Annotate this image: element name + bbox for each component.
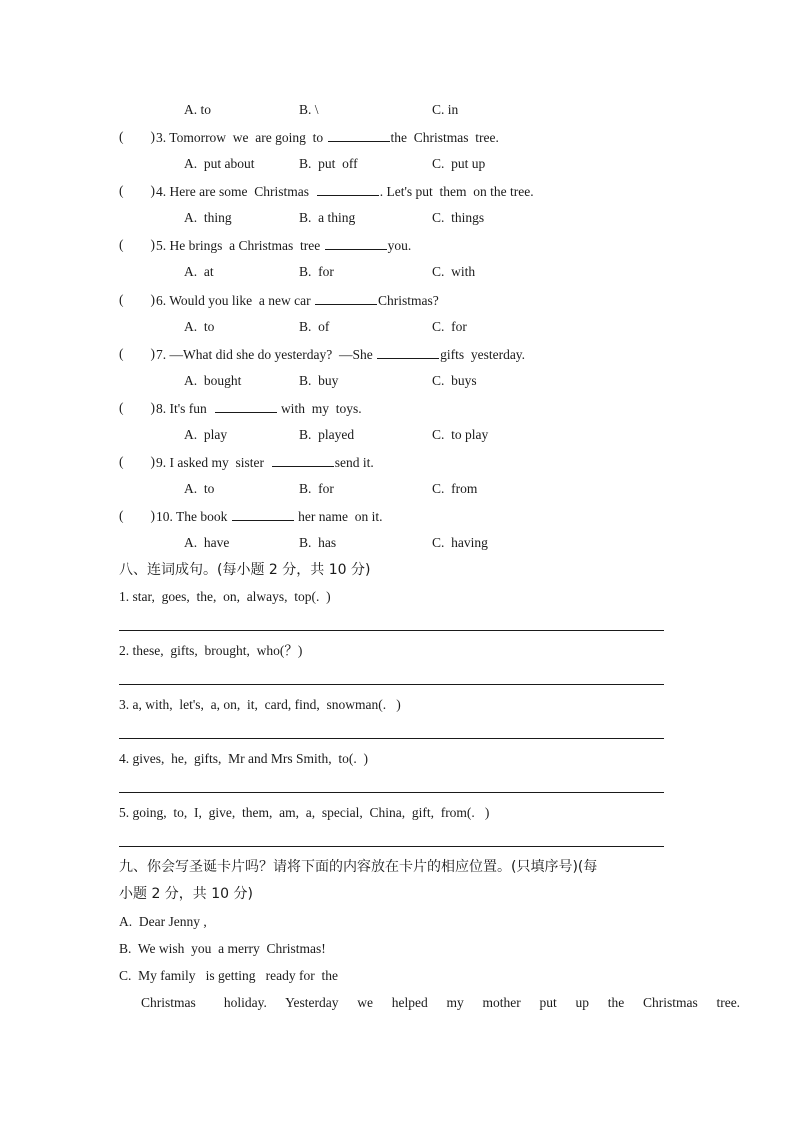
section-8-heading: 八、连词成句。(每小题 2 分，共 10 分): [119, 562, 371, 578]
option-c: C. from: [432, 481, 478, 496]
question-text-after: with my toys.: [277, 401, 362, 416]
answer-blank: [317, 182, 379, 196]
question-text-before: Here are some Christmas: [169, 184, 316, 199]
question-number: 5.: [156, 238, 167, 253]
answer-paren: ( ): [119, 183, 155, 198]
question-8: [156, 399, 362, 418]
reorder-item-5: 5. going, to, I, give, them, am, a, special, China, gift, from(. ): [119, 805, 490, 820]
question-9: [156, 453, 374, 472]
question-3: [156, 128, 499, 147]
question-text-before: It's fun: [169, 401, 214, 416]
answer-paren: ( ): [119, 346, 155, 361]
answer-blank: [377, 345, 439, 359]
option-c: C. buys: [432, 373, 477, 388]
question-number: 7.: [156, 347, 167, 362]
option-c: C. having: [432, 535, 488, 550]
question-number: 3.: [156, 130, 167, 145]
card-option-b: B. We wish you a merry Christmas!: [119, 941, 326, 956]
question-text-before: I asked my sister: [169, 455, 271, 470]
answer-line: [119, 684, 664, 685]
option-b: B. for: [299, 264, 334, 279]
option-c: C. in: [432, 102, 459, 117]
answer-paren: ( ): [119, 454, 155, 469]
option-b: B. buy: [299, 373, 339, 388]
question-text-before: He brings a Christmas tree: [169, 238, 324, 253]
question-number: 6.: [156, 293, 167, 308]
question-number: 8.: [156, 401, 167, 416]
option-c: C. things: [432, 210, 485, 225]
question-7: [156, 345, 525, 364]
question-text-after: gifts yesterday.: [440, 347, 526, 362]
option-b: B. of: [299, 319, 330, 334]
option-a: A. bought: [184, 373, 242, 388]
option-c: C. put up: [432, 156, 486, 171]
card-option-c-cont: Christmas holiday. Yesterday we helped my mother put up the Christmas tree.: [141, 995, 741, 1010]
question-text-after: you.: [387, 238, 412, 253]
answer-blank: [328, 128, 390, 142]
option-b: B. played: [299, 427, 355, 442]
option-a: A. to: [184, 319, 215, 334]
question-10: [156, 507, 383, 526]
option-b: B. put off: [299, 156, 358, 171]
answer-blank: [272, 453, 334, 467]
reorder-item-3: 3. a, with, let's, a, on, it, card, find, snowman(. ): [119, 697, 401, 712]
option-a: A. to: [184, 481, 215, 496]
reorder-item-4: 4. gives, he, gifts, Mr and Mrs Smith, to(. ): [119, 751, 368, 766]
answer-line: [119, 630, 664, 631]
question-text-before: The book: [176, 509, 231, 524]
option-a: A. put about: [184, 156, 255, 171]
answer-blank: [325, 236, 387, 250]
answer-paren: ( ): [119, 129, 155, 144]
answer-line: [119, 846, 664, 847]
answer-paren: ( ): [119, 237, 155, 252]
answer-blank: [232, 507, 294, 521]
option-a: A. thing: [184, 210, 232, 225]
question-text-after: . Let's put them on the tree.: [379, 184, 534, 199]
answer-paren: ( ): [119, 400, 155, 415]
option-a: A. play: [184, 427, 228, 442]
answer-line: [119, 738, 664, 739]
option-a: A. to: [184, 102, 211, 117]
option-c: C. to play: [432, 427, 489, 442]
question-text-before: Tomorrow we are going to: [169, 130, 327, 145]
question-6: [156, 291, 439, 310]
question-text-after: her name on it.: [294, 509, 383, 524]
option-b: B. \: [299, 102, 319, 117]
question-number: 9.: [156, 455, 167, 470]
question-5: [156, 236, 411, 255]
option-b: B. has: [299, 535, 337, 550]
section-9-heading-cont: 小题 2 分，共 10 分): [119, 886, 253, 902]
question-text-before: —What did she do yesterday? —She: [169, 347, 377, 362]
question-text-after: the Christmas tree.: [390, 130, 499, 145]
question-text-after: send it.: [334, 455, 374, 470]
answer-paren: ( ): [119, 292, 155, 307]
option-c: C. with: [432, 264, 476, 279]
reorder-item-2: 2. these, gifts, brought, who(？): [119, 643, 303, 658]
card-option-c: C. My family is getting ready for the: [119, 968, 338, 983]
question-4: [156, 182, 534, 201]
answer-paren: ( ): [119, 508, 155, 523]
option-a: A. at: [184, 264, 214, 279]
card-option-a: A. Dear Jenny ,: [119, 914, 207, 929]
answer-blank: [215, 399, 277, 413]
question-number: 4.: [156, 184, 167, 199]
reorder-item-1: 1. star, goes, the, on, always, top(. ): [119, 589, 331, 604]
option-c: C. for: [432, 319, 467, 334]
question-number: 10.: [156, 509, 173, 524]
answer-line: [119, 792, 664, 793]
option-b: B. for: [299, 481, 334, 496]
section-9-heading: 九、你会写圣诞卡片吗？请将下面的内容放在卡片的相应位置。(只填序号)(每: [119, 859, 598, 875]
question-text-before: Would you like a new car: [169, 293, 315, 308]
question-text-after: Christmas?: [378, 293, 439, 308]
option-a: A. have: [184, 535, 230, 550]
answer-blank: [315, 291, 377, 305]
option-b: B. a thing: [299, 210, 356, 225]
